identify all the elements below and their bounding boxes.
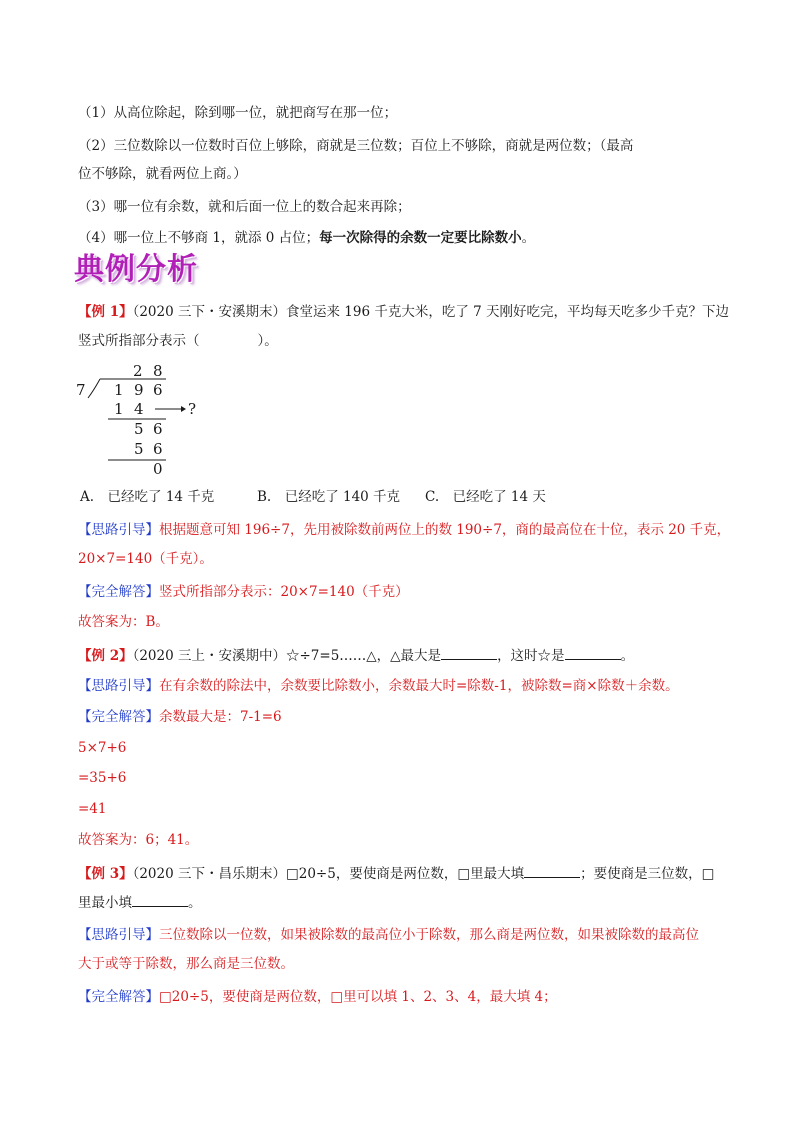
example-1-answer bbox=[78, 582, 409, 602]
dividend-digit-3: 6 bbox=[153, 381, 163, 399]
example-3-question-cont bbox=[78, 892, 202, 913]
example-3-text-c: 里最小填 bbox=[78, 895, 132, 911]
rule-2: （2）三位数除以一位数时百位上够除，商就是三位数；百位上不够除，商就是两位数；（最高 bbox=[78, 138, 634, 154]
option-c: C. 已经吃了 14 天 bbox=[425, 489, 546, 505]
answer-blank bbox=[565, 645, 621, 660]
calc-step-1: 5×7+6 bbox=[78, 740, 127, 756]
pointer-question-mark: ? bbox=[188, 400, 197, 418]
example-3-text-d: 。 bbox=[188, 895, 202, 911]
answer-text: □20÷5，要使商是两位数，□里可以填 1、2、3、4，最大填 4； bbox=[159, 989, 557, 1005]
example-2-text-b: ，这时☆是 bbox=[497, 648, 565, 664]
example-3-answer bbox=[78, 987, 557, 1007]
rule-2-cont: 位不够除，就看两位上商。） bbox=[78, 166, 247, 182]
step1-digit-1: 1 bbox=[114, 400, 124, 418]
pointer-arrow-head bbox=[181, 406, 186, 412]
step1-digit-2: 4 bbox=[134, 400, 144, 418]
rule-1: （1）从高位除起，除到哪一位，就把商写在那一位； bbox=[78, 105, 398, 121]
example-3-guide-cont: 大于或等于除数，那么商是三位数。 bbox=[78, 956, 294, 972]
example-3-guide bbox=[78, 925, 699, 945]
answer-tag: 【完全解答】 bbox=[78, 989, 159, 1005]
guide-tag: 【思路引导】 bbox=[78, 522, 159, 538]
example-2-text-a: （2020 三上・安溪期中）☆÷7=5……△，△最大是 bbox=[132, 648, 442, 664]
example-2-tag: 【例 2】 bbox=[78, 648, 133, 664]
calc-step-3: =41 bbox=[78, 801, 107, 817]
example-1-final: 故答案为：B。 bbox=[78, 614, 169, 630]
guide-tag: 【思路引导】 bbox=[78, 678, 159, 694]
guide-text: 三位数除以一位数，如果被除数的最高位小于除数，那么商是两位数，如果被除数的最高位 bbox=[159, 927, 699, 943]
rule-3: （3）哪一位有余数，就和后面一位上的数合起来再除； bbox=[78, 199, 411, 215]
answer-blank bbox=[441, 645, 497, 660]
calc-step-2: =35+6 bbox=[78, 770, 127, 786]
answer-tag: 【完全解答】 bbox=[78, 709, 159, 725]
rule-4-emphasis: 每一次除得的余数一定要比除数小 bbox=[319, 230, 522, 246]
quotient-digit-ones: 8 bbox=[153, 362, 163, 380]
answer-text: 余数最大是：7-1=6 bbox=[159, 709, 282, 725]
example-1-guide-cont: 20×7=140（千克）。 bbox=[78, 551, 213, 567]
step2-digit-1: 5 bbox=[134, 420, 144, 438]
example-1-tag: 【例 1】 bbox=[78, 304, 133, 320]
example-2-text-c: 。 bbox=[620, 648, 635, 664]
example-2-guide bbox=[78, 676, 679, 696]
dividend-digit-2: 9 bbox=[134, 381, 144, 399]
answer-tag: 【完全解答】 bbox=[78, 584, 159, 600]
rule-4-end: 。 bbox=[521, 230, 536, 246]
division-bracket-curve bbox=[88, 379, 100, 398]
example-1-guide bbox=[78, 520, 730, 540]
guide-text: 根据题意可知 196÷7，先用被除数前两位上的数 190÷7，商的最高位在十位，表示 20 千克， bbox=[159, 522, 731, 538]
answer-blank bbox=[132, 892, 188, 907]
example-1-text: （2020 三下・安溪期末）食堂运来 196 千克大米，吃了 7 天刚好吃完，平均每天吃多少千克？下边 bbox=[132, 304, 730, 320]
example-2-answer bbox=[78, 707, 282, 727]
rule-4-text: （4）哪一位上不够商 1，就添 0 占位； bbox=[78, 230, 320, 246]
example-3-text-a: （2020 三下・昌乐期末）□20÷5，要使商是两位数，□里最大填 bbox=[132, 866, 525, 882]
example-2-final: 故答案为：6；41。 bbox=[78, 832, 199, 848]
step3-digit-2: 6 bbox=[153, 440, 163, 458]
option-a: A. 已经吃了 14 千克 bbox=[80, 489, 215, 505]
remainder: 0 bbox=[153, 460, 163, 478]
answer-text: 竖式所指部分表示：20×7=140（千克） bbox=[159, 584, 409, 600]
divisor: 7 bbox=[76, 381, 86, 399]
answer-blank bbox=[524, 863, 580, 878]
guide-tag: 【思路引导】 bbox=[78, 927, 159, 943]
example-1-text-end: ）。 bbox=[257, 333, 278, 349]
guide-text: 在有余数的除法中，余数要比除数小，余数最大时=除数-1，被除数=商×除数＋余数。 bbox=[159, 678, 679, 694]
dividend-digit-1: 1 bbox=[114, 381, 124, 399]
example-3-question bbox=[78, 863, 714, 884]
quotient-digit-tens: 2 bbox=[133, 362, 143, 380]
example-1-text-cont: 竖式所指部分表示（ bbox=[78, 333, 200, 349]
step2-digit-2: 6 bbox=[153, 420, 163, 438]
section-title: 典例分析 bbox=[74, 252, 198, 287]
example-2-question bbox=[78, 645, 634, 666]
example-3-text-b: ；要使商是三位数，□ bbox=[580, 866, 715, 882]
option-b: B. 已经吃了 140 千克 bbox=[257, 489, 401, 505]
example-3-tag: 【例 3】 bbox=[78, 866, 133, 882]
step3-digit-1: 5 bbox=[134, 440, 144, 458]
